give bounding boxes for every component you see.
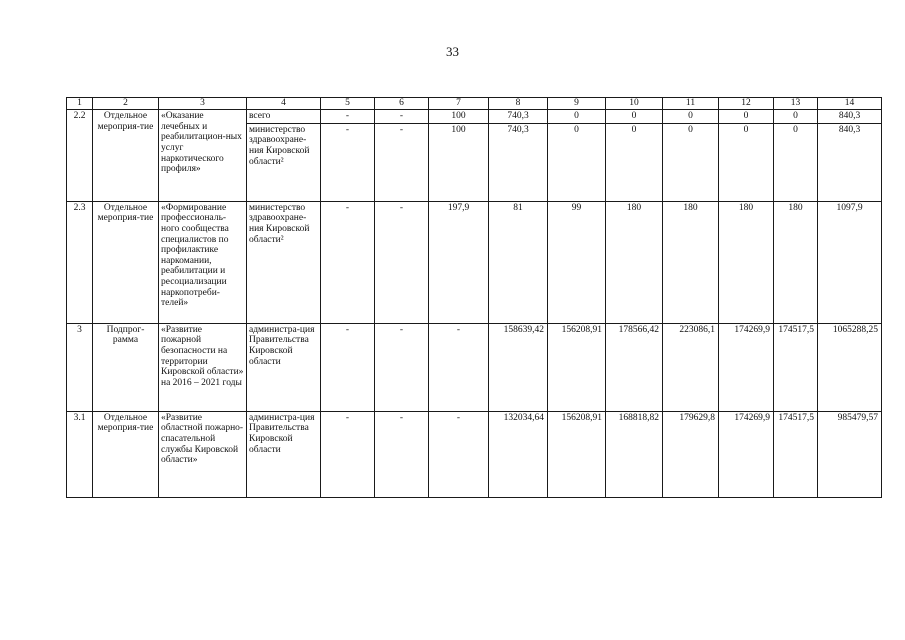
cell-value: 0 [606, 123, 663, 201]
col-header: 1 [67, 98, 93, 110]
cell-number: 2.2 [67, 110, 93, 202]
cell-value: - [321, 411, 375, 497]
cell-executor: министерство здравоохране-ния Кировской области² [247, 201, 321, 323]
cell-name: «Оказание лечебных и реабилитацион-ных услуг наркотического профиля» [159, 110, 247, 202]
cell-value: 174517,5 [774, 411, 818, 497]
col-header: 3 [159, 98, 247, 110]
cell-value: 174269,9 [719, 323, 774, 411]
col-header: 10 [606, 98, 663, 110]
cell-value: - [375, 110, 429, 124]
cell-executor: всего [247, 110, 321, 124]
cell-value: 840,3 [818, 123, 882, 201]
cell-value: 168818,82 [606, 411, 663, 497]
cell-type: Отдельное мероприя-тие [93, 411, 159, 497]
cell-value: 0 [548, 123, 606, 201]
cell-executor: министерство здравоохране-ния Кировской области² [247, 123, 321, 201]
header-row [67, 98, 882, 110]
cell-value: 156208,91 [548, 323, 606, 411]
cell-value: 985479,57 [818, 411, 882, 497]
table-row [67, 201, 882, 323]
cell-value: 0 [719, 110, 774, 124]
cell-value: 0 [606, 110, 663, 124]
cell-value: 180 [663, 201, 719, 323]
col-header: 7 [429, 98, 489, 110]
cell-value: - [375, 123, 429, 201]
table-row [67, 323, 882, 411]
cell-value: 740,3 [489, 110, 548, 124]
budget-table [66, 97, 882, 498]
cell-value: 1097,9 [818, 201, 882, 323]
budget-table-container [66, 97, 882, 498]
cell-value: 0 [719, 123, 774, 201]
cell-number: 2.3 [67, 201, 93, 323]
cell-value: 180 [774, 201, 818, 323]
cell-type: Отдельное мероприя-тие [93, 110, 159, 202]
cell-number: 3 [67, 323, 93, 411]
table-row [67, 110, 882, 124]
cell-name: «Развитие пожарной безопасности на территории Кировской области» на 2016 – 2021 годы [159, 323, 247, 411]
cell-value: - [321, 110, 375, 124]
col-header: 2 [93, 98, 159, 110]
cell-value: 0 [663, 123, 719, 201]
cell-value: - [375, 201, 429, 323]
cell-type: Подпрог-рамма [93, 323, 159, 411]
cell-value: 158639,42 [489, 323, 548, 411]
cell-value: 180 [719, 201, 774, 323]
cell-value: 81 [489, 201, 548, 323]
cell-value: 0 [774, 123, 818, 201]
cell-value: 1065288,25 [818, 323, 882, 411]
cell-value: 156208,91 [548, 411, 606, 497]
col-header: 12 [719, 98, 774, 110]
cell-value: 0 [774, 110, 818, 124]
col-header: 5 [321, 98, 375, 110]
cell-value: 180 [606, 201, 663, 323]
col-header: 14 [818, 98, 882, 110]
col-header: 8 [489, 98, 548, 110]
cell-value: 100 [429, 110, 489, 124]
cell-value: 197,9 [429, 201, 489, 323]
cell-value: 840,3 [818, 110, 882, 124]
cell-value: 174269,9 [719, 411, 774, 497]
cell-value: - [321, 123, 375, 201]
cell-value: 100 [429, 123, 489, 201]
cell-value: - [375, 323, 429, 411]
cell-number: 3.1 [67, 411, 93, 497]
page-number: 33 [446, 44, 459, 59]
cell-value: 223086,1 [663, 323, 719, 411]
cell-value: 132034,64 [489, 411, 548, 497]
col-header: 11 [663, 98, 719, 110]
col-header: 6 [375, 98, 429, 110]
col-header: 9 [548, 98, 606, 110]
col-header: 13 [774, 98, 818, 110]
cell-name: «Формирование профессиональ-ного сообщества специалистов по профилактике наркомании, реабилитации и ресоциализации наркопотреби-телей» [159, 201, 247, 323]
cell-executor: администра-ция Правительства Кировской области [247, 411, 321, 497]
col-header: 4 [247, 98, 321, 110]
cell-value: - [321, 323, 375, 411]
cell-value: 0 [548, 110, 606, 124]
cell-value: - [429, 411, 489, 497]
cell-executor: администра-ция Правительства Кировской области [247, 323, 321, 411]
cell-value: 740,3 [489, 123, 548, 201]
cell-value: 174517,5 [774, 323, 818, 411]
table-row [67, 411, 882, 497]
cell-value: 99 [548, 201, 606, 323]
cell-name: «Развитие областной пожарно-спасательной службы Кировской области» [159, 411, 247, 497]
cell-value: - [321, 201, 375, 323]
cell-type: Отдельное мероприя-тие [93, 201, 159, 323]
cell-value: 179629,8 [663, 411, 719, 497]
cell-value: - [375, 411, 429, 497]
cell-value: - [429, 323, 489, 411]
cell-value: 178566,42 [606, 323, 663, 411]
cell-value: 0 [663, 110, 719, 124]
